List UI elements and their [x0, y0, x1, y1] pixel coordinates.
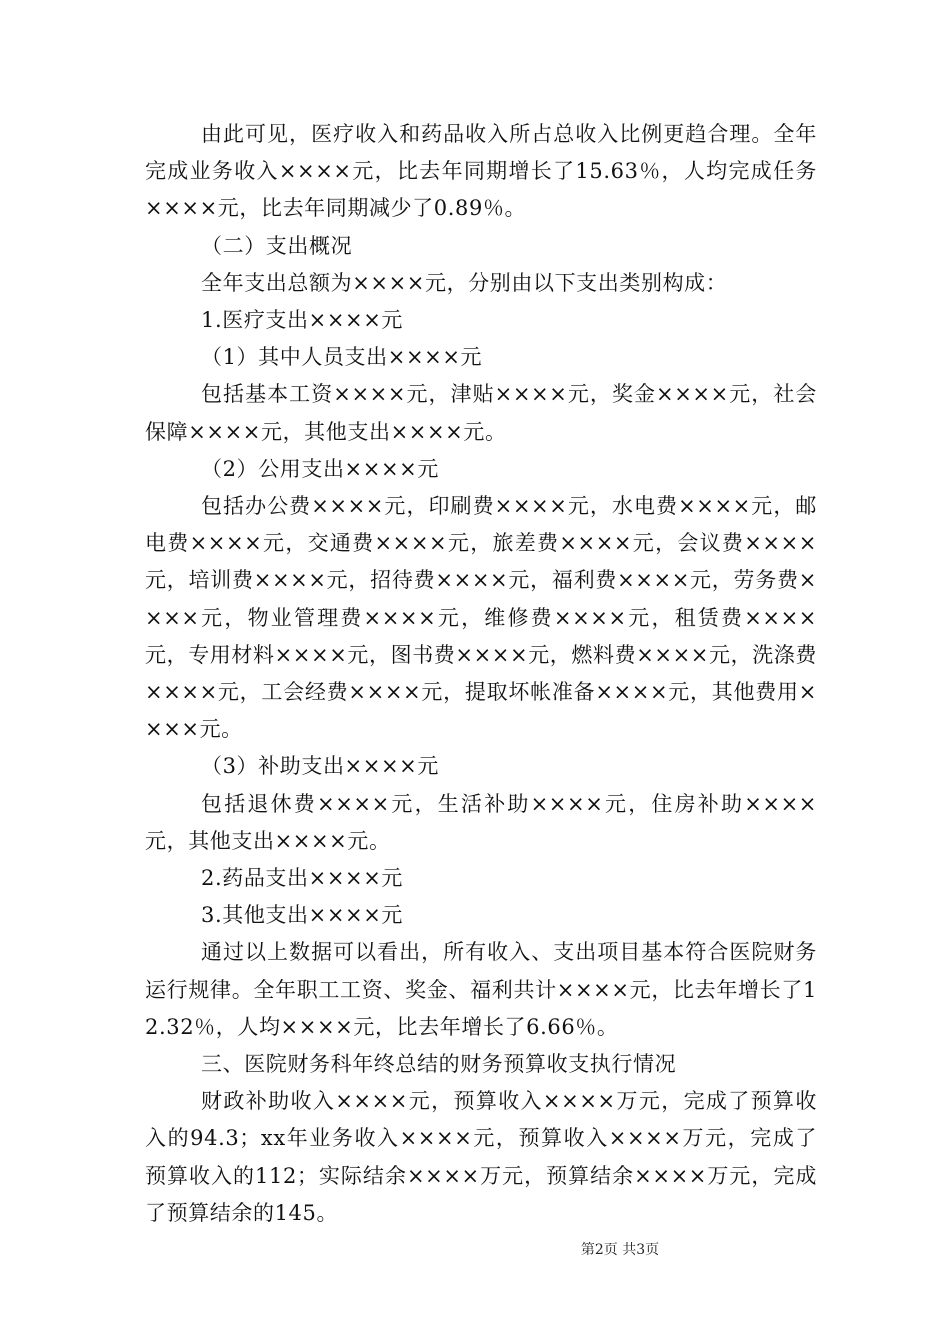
page-footer — [0, 1239, 950, 1259]
section-heading-budget: 三、医院财务科年终总结的财务预算收支执行情况 — [201, 1052, 677, 1077]
subitem-personnel-expenditure: （1）其中人员支出××××元 — [201, 345, 483, 370]
page-number: 第2页 共3页 — [580, 1242, 660, 1258]
paragraph-public-detail: 包括办公费××××元，印刷费××××元，水电费××××元，邮电费××××元，交通费××××元，旅差费××××元，会议费××××元，培训费××××元，招待费××××元，福利费××××元，劳务费××××元，物业管理费××××元，维修费××××元，租赁费××××元，专用材料××××元，图书费××××元，燃料费××××元，洗涤费××××元，工会经费××××元，提取坏帐准备××××元，其他费用××××元。 — [145, 494, 817, 742]
item-medical-expenditure: 1.医疗支出××××元 — [201, 308, 404, 333]
subitem-subsidy-expenditure: （3）补助支出××××元 — [201, 754, 439, 779]
section-heading-expenditure: （二）支出概况 — [201, 233, 353, 258]
paragraph-expenditure-total: 全年支出总额为××××元，分别由以下支出类别构成： — [201, 270, 728, 295]
item-other-expenditure: 3.其他支出××××元 — [201, 903, 404, 928]
document-body — [145, 116, 817, 1232]
paragraph-budget-execution: 财政补助收入××××元，预算收入××××万元，完成了预算收入的94.3；xx年业务收入××××元，预算收入××××万元，完成了预算收入的112；实际结余××××万元，预算结余××××万元，完成了预算结余的145。 — [145, 1089, 817, 1225]
paragraph-analysis: 通过以上数据可以看出，所有收入、支出项目基本符合医院财务运行规律。全年职工工资、奖金、福利共计××××元，比去年增长了12.32％，人均××××元，比去年增长了6.66％。 — [145, 940, 817, 1039]
paragraph-personnel-detail: 包括基本工资××××元，津贴××××元，奖金××××元，社会保障××××元，其他支出××××元。 — [145, 382, 817, 444]
subitem-public-expenditure: （2）公用支出××××元 — [201, 456, 439, 481]
paragraph-subsidy-detail: 包括退休费××××元，生活补助××××元，住房补助××××元，其他支出××××元。 — [145, 791, 817, 853]
item-drug-expenditure: 2.药品支出××××元 — [201, 866, 404, 891]
paragraph-income-summary: 由此可见，医疗收入和药品收入所占总收入比例更趋合理。全年完成业务收入××××元，比去年同期增长了15.63％，人均完成任务××××元，比去年同期减少了0.89％。 — [145, 122, 817, 221]
